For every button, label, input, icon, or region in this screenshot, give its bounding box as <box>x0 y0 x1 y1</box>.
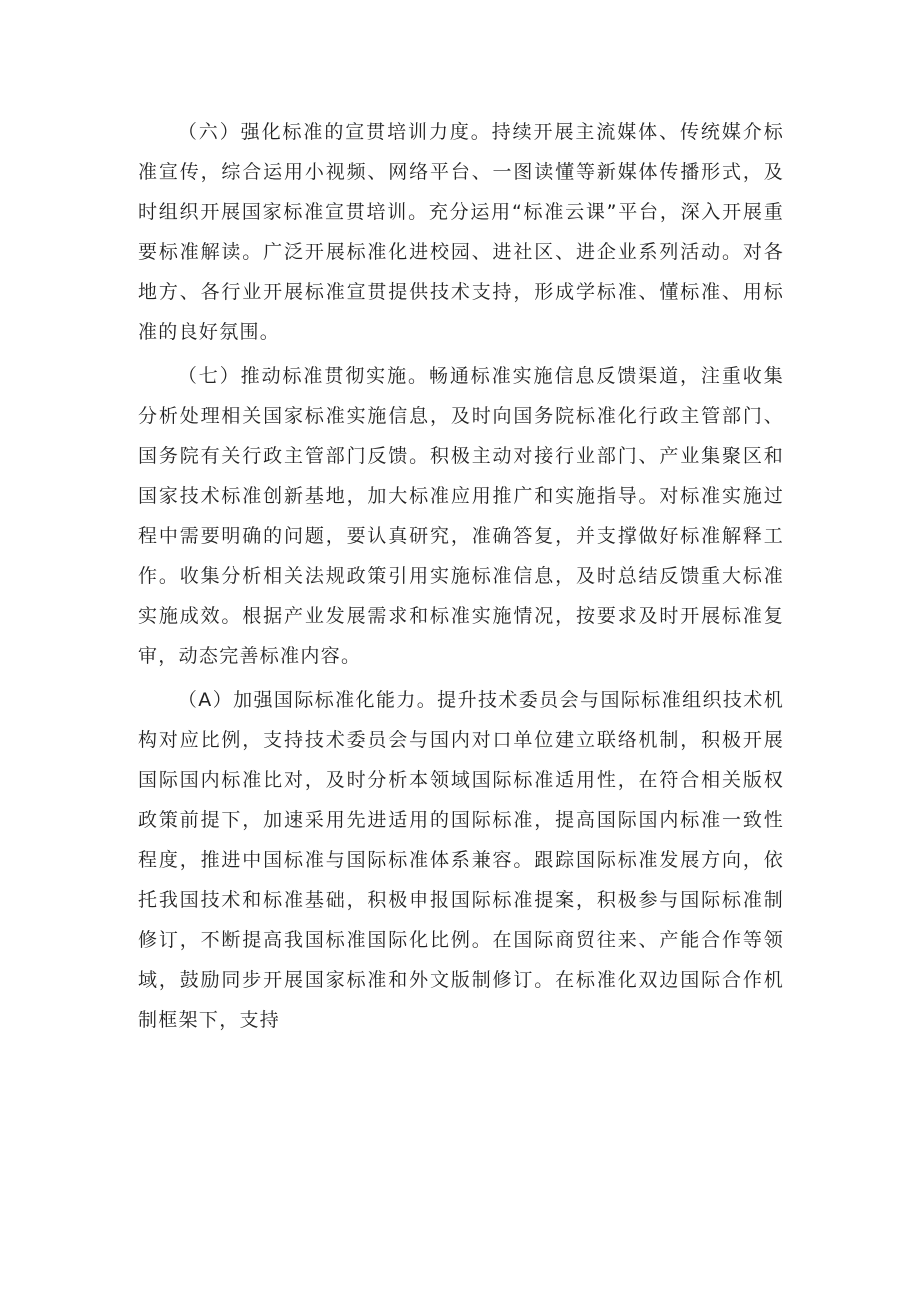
paragraph-eight: （A）加强国际标准化能力。提升技术委员会与国际标准组织技术机构对应比例，支持技术委员会与国内对口单位建立联络机制，积极开展国际国内标准比对，及时分析本领域国际标准适用性，在符合相关版权政策前提下，加速采用先进适用的国际标准，提高国际国内标准一致性程度，推进中国标准与国际标准体系兼容。跟踪国际标准发展方向，依托我国技术和标准基础，积极申报国际标准提案，积极参与国际标准制修订，不断提高我国标准国际化比例。在国际商贸往来、产能合作等领域，鼓励同步开展国家标准和外文版制修订。在标准化双边国际合作机制框架下，支持 <box>138 689 784 1031</box>
paragraph-seven: （七）推动标准贯彻实施。畅通标准实施信息反馈渠道，注重收集分析处理相关国家标准实施信息，及时向国务院标准化行政主管部门、国务院有关行政主管部门反馈。积极主动对接行业部门、产业集聚区和国家技术标准创新基地，加大标准应用推广和实施指导。对标准实施过程中需要明确的问题，要认真研究，准确答复，并支撑做好标准解释工作。收集分析相关法规政策引用实施标准信息，及时总结反馈重大标准实施成效。根据产业发展需求和标准实施情况，按要求及时开展标准复审，动态完善标准内容。 <box>138 365 784 667</box>
paragraph-six: （六）强化标准的宣贯培训力度。持续开展主流媒体、传统媒介标准宣传，综合运用小视频、网络平台、一图读懂等新媒体传播形式，及时组织开展国家标准宣贯培训。充分运用“标准云课”平台，深入开展重要标准解读。广泛开展标准化进校园、进社区、进企业系列活动。对各地方、各行业开展标准宣贯提供技术支持，形成学标准、懂标准、用标准的良好氛围。 <box>138 121 784 343</box>
document-body <box>138 112 784 1044</box>
